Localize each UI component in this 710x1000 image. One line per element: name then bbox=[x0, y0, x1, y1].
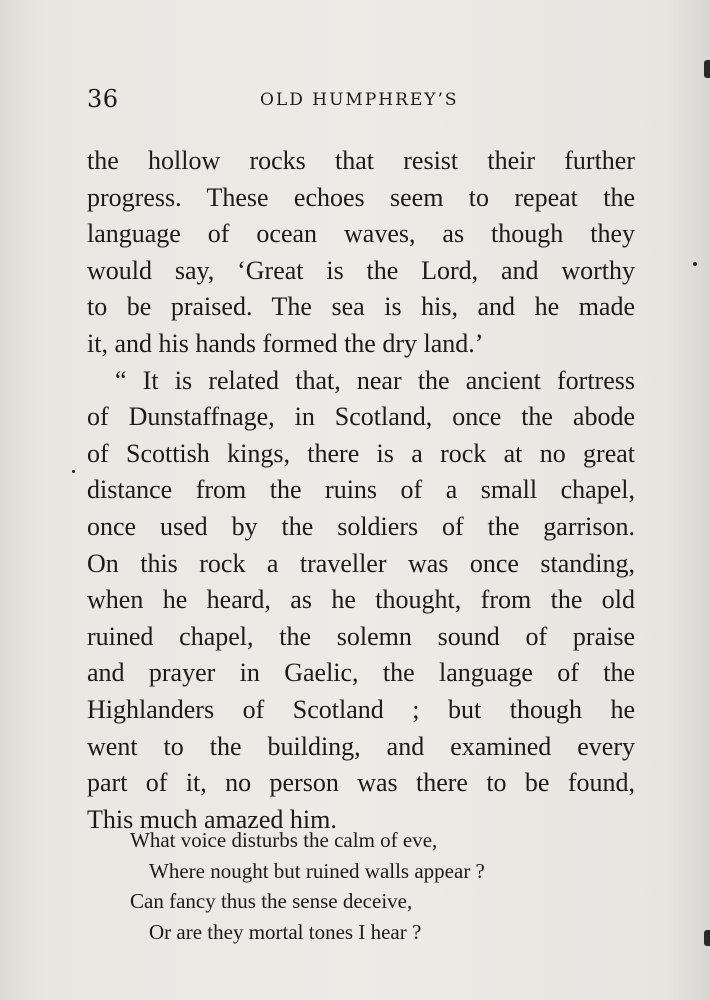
verse-line: What voice disturbs the calm of eve, bbox=[130, 828, 438, 852]
text-line: This much amazed him. bbox=[87, 804, 337, 834]
verse-line: Where nought but ruined walls appear ? bbox=[149, 858, 485, 883]
text-line: progress. These echoes seem to repeat the bbox=[87, 182, 635, 212]
verse-line: Or are they mortal tones I hear ? bbox=[149, 919, 422, 944]
text-line: the hollow rocks that resist their further bbox=[87, 146, 635, 175]
ink-speck bbox=[72, 470, 75, 473]
text-line: part of it, no person was there to be found, bbox=[87, 768, 635, 798]
text-line: Highlanders of Scotland ; but though he bbox=[87, 694, 635, 724]
text-line: of Dunstaffnage, in Scotland, once the abode bbox=[87, 402, 635, 432]
page-edge-mark bbox=[704, 930, 710, 946]
page-number: 36 bbox=[87, 85, 119, 113]
text-line: On this rock a traveller was once standing, bbox=[87, 548, 635, 578]
page-edge-mark bbox=[704, 60, 710, 78]
text-line: would say, ‘Great is the Lord, and worthy bbox=[87, 255, 635, 285]
text-line: to be praised. The sea is his, and he made bbox=[87, 292, 635, 322]
text-line: once used by the soldiers of the garrison. bbox=[87, 511, 635, 541]
text-line: distance from the ruins of a small chapel, bbox=[87, 475, 635, 505]
text-line: it, and his hands formed the dry land.’ bbox=[87, 328, 484, 358]
body-text bbox=[87, 143, 635, 838]
text-line: ruined chapel, the solemn sound of praise bbox=[87, 621, 635, 651]
text-line: of Scottish kings, there is a rock at no great bbox=[87, 438, 635, 468]
text-line: “ It is related that, near the ancient fortress bbox=[115, 365, 635, 395]
text-line: language of ocean waves, as though they bbox=[87, 219, 635, 249]
verse-stanza bbox=[130, 825, 610, 947]
verse-line: Can fancy thus the sense deceive, bbox=[130, 889, 413, 913]
text-line: and prayer in Gaelic, the language of the bbox=[87, 658, 635, 688]
ink-speck bbox=[693, 262, 697, 266]
text-line: went to the building, and examined every bbox=[87, 731, 635, 761]
text-line: when he heard, as he thought, from the old bbox=[87, 585, 635, 615]
running-head: OLD HUMPHREY’S bbox=[260, 90, 459, 110]
